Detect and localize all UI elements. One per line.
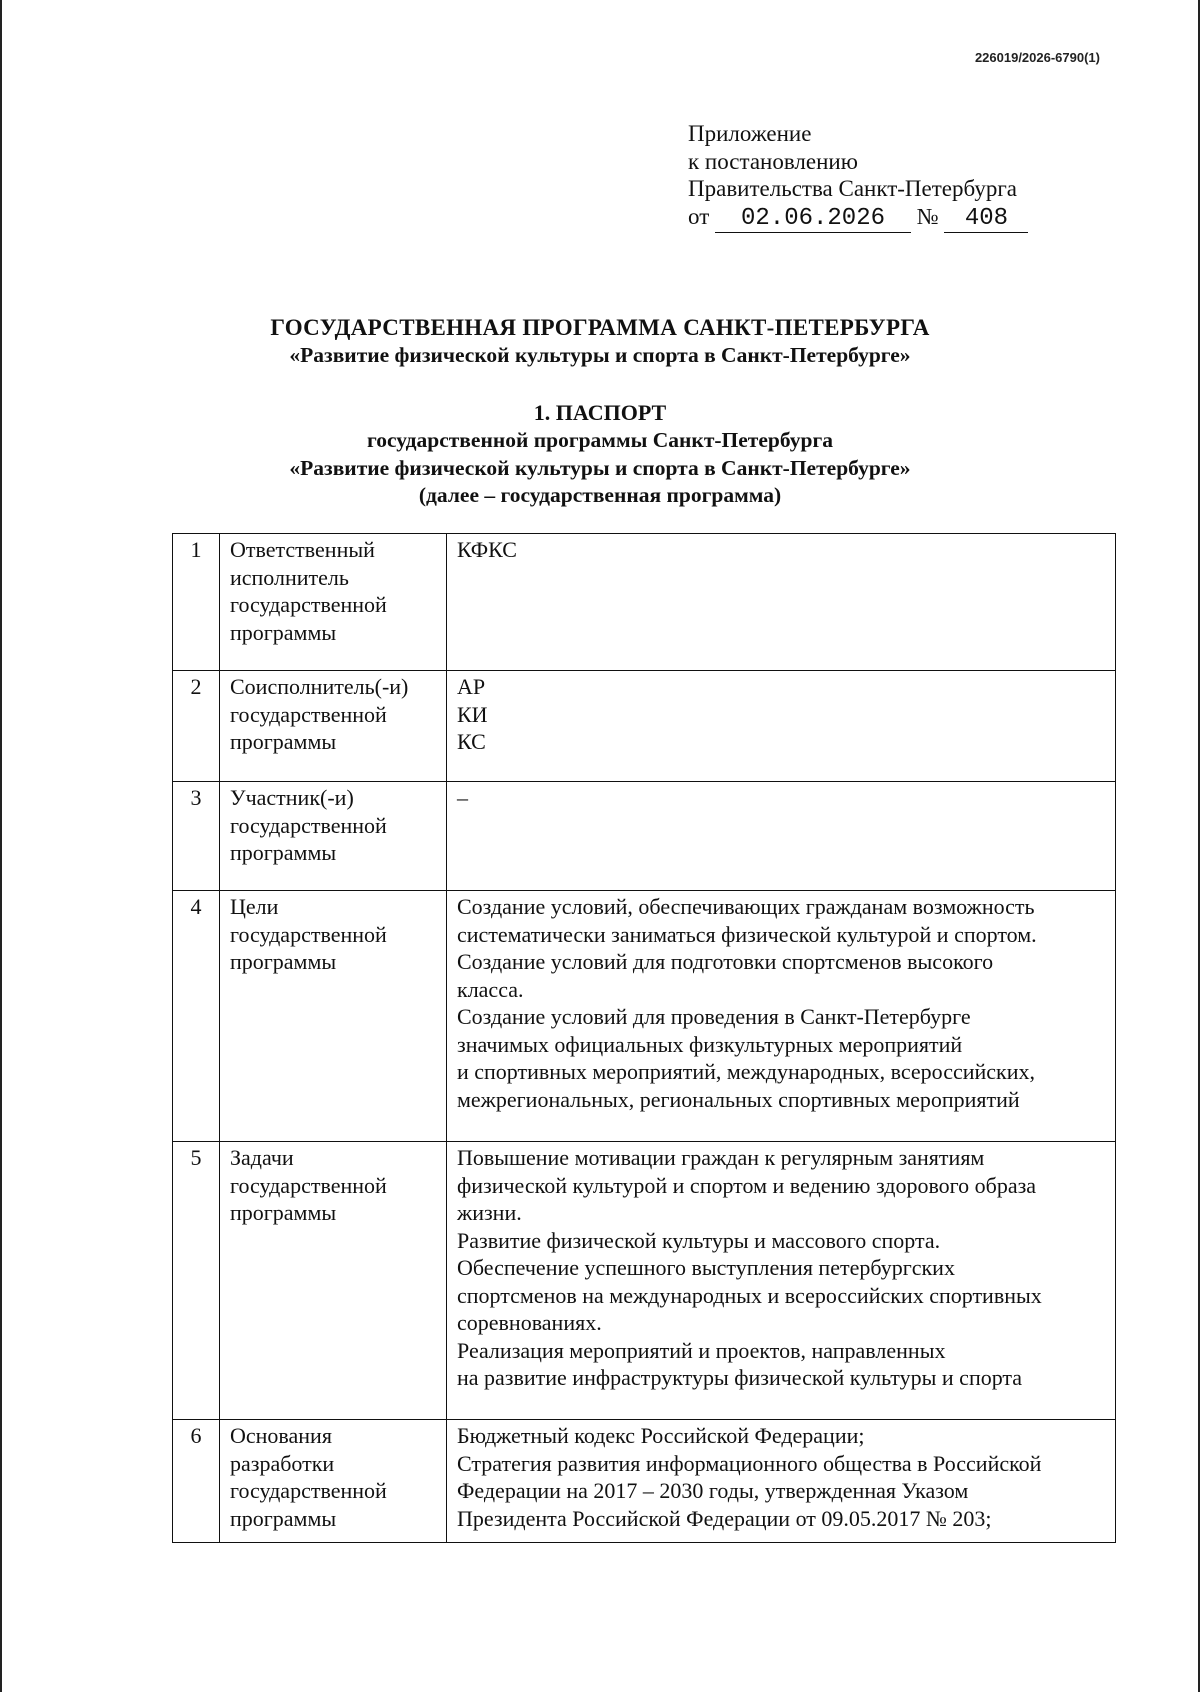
table-row	[173, 671, 1116, 782]
row-number: 4	[173, 891, 220, 1142]
row-label-line: Задачи	[230, 1145, 294, 1170]
program-title	[0, 313, 1200, 369]
row-value-line: КФКС	[457, 537, 517, 562]
row-value-line: –	[457, 785, 468, 810]
table-row	[173, 782, 1116, 891]
appendix-date-line	[688, 203, 1028, 233]
row-label-line: программы	[230, 1505, 337, 1531]
row-value-line: жизни.	[457, 1200, 522, 1225]
passport-title	[0, 399, 1200, 510]
row-value-line: Повышение мотивации граждан к регулярным занятиям	[457, 1145, 985, 1170]
passport-title-line: «Развитие физической культуры и спорта в Санкт-Петербурге»	[289, 455, 911, 480]
passport-table	[172, 533, 1116, 1543]
row-label-line: государственной	[230, 1172, 387, 1198]
row-label	[220, 671, 447, 782]
row-label	[220, 782, 447, 891]
row-label-line: Цели	[230, 894, 279, 919]
row-value-line: Президента Российской Федерации от 09.05.2017 № 203;	[457, 1505, 992, 1531]
row-value-line: систематически заниматься физической культурой и спортом.	[457, 921, 1037, 947]
row-value-line: и спортивных мероприятий, международных, всероссийских,	[457, 1059, 1036, 1084]
row-label-line: государственной	[230, 812, 387, 838]
row-value	[447, 891, 1116, 1142]
resolution-date: 02.06.2026	[715, 206, 911, 233]
row-value-line: физической культурой и спортом и ведению здорового образа	[457, 1172, 1037, 1198]
row-value-line: спортсменов на международных и всероссийских спортивных	[457, 1282, 1042, 1308]
row-label-line: программы	[230, 729, 337, 754]
table-row	[173, 534, 1116, 671]
row-value-line: Создание условий для подготовки спортсменов высокого	[457, 949, 994, 974]
appendix-line: к постановлению	[688, 148, 858, 174]
row-value-line: Обеспечение успешного выступления петербургских	[457, 1255, 955, 1280]
row-value-line: на развитие инфраструктуры физической культуры и спорта	[457, 1365, 1023, 1390]
row-value-line: Создание условий для проведения в Санкт-Петербурге	[457, 1004, 971, 1029]
row-label-line: Основания	[230, 1423, 332, 1448]
appendix-block	[688, 120, 1028, 233]
row-label-line: исполнитель	[230, 564, 349, 590]
row-label-line: государственной	[230, 921, 387, 947]
document-id: 226019/2026-6790(1)	[974, 50, 1100, 65]
row-value	[447, 1142, 1116, 1420]
row-value-line: соревнованиях.	[457, 1310, 602, 1335]
row-value-line: КИ	[457, 701, 488, 727]
row-number: 6	[173, 1420, 220, 1543]
number-label: №	[916, 203, 939, 229]
row-value-line: значимых официальных физкультурных мероприятий	[457, 1031, 963, 1057]
row-number: 1	[173, 534, 220, 671]
row-label-line: разработки	[230, 1450, 335, 1476]
row-value-line: Федерации на 2017 – 2030 годы, утвержденная Указом	[457, 1478, 969, 1503]
table-row	[173, 1420, 1116, 1543]
row-value	[447, 671, 1116, 782]
row-label	[220, 1420, 447, 1543]
row-label-line: программы	[230, 840, 337, 865]
program-title-line: ГОСУДАРСТВЕННАЯ ПРОГРАММА САНКТ-ПЕТЕРБУРГА	[270, 315, 930, 340]
row-value	[447, 1420, 1116, 1543]
program-title-line: «Развитие физической культуры и спорта в Санкт-Петербурге»	[289, 343, 911, 367]
row-label-line: Участник(-и)	[230, 785, 354, 810]
table-row	[173, 1142, 1116, 1420]
row-label-line: программы	[230, 1200, 337, 1225]
row-label-line: Ответственный	[230, 537, 375, 562]
passport-title-line: 1. ПАСПОРТ	[533, 400, 667, 425]
row-label	[220, 1142, 447, 1420]
row-label-line: государственной	[230, 592, 387, 617]
row-label-line: программы	[230, 949, 337, 974]
row-value-line: класса.	[457, 976, 524, 1002]
row-value-line: межрегиональных, региональных спортивных мероприятий	[457, 1086, 1020, 1112]
passport-title-line: (далее – государственная программа)	[418, 483, 782, 507]
row-label-line: государственной	[230, 1478, 387, 1503]
row-value-line: Стратегия развития информационного общества в Российской	[457, 1450, 1042, 1476]
row-label-line: программы	[230, 619, 337, 645]
row-label-line: государственной	[230, 701, 387, 727]
row-value-line: КС	[457, 729, 486, 754]
row-value-line: Реализация мероприятий и проектов, направленных	[457, 1337, 946, 1363]
row-value-line: Создание условий, обеспечивающих гражданам возможность	[457, 894, 1035, 919]
passport-title-line: государственной программы Санкт-Петербурга	[366, 428, 834, 452]
row-value-line: Бюджетный кодекс Российской Федерации;	[457, 1423, 865, 1448]
resolution-number: 408	[944, 206, 1028, 233]
row-label	[220, 891, 447, 1142]
row-value-line: Развитие физической культуры и массового спорта.	[457, 1227, 941, 1253]
row-number: 5	[173, 1142, 220, 1420]
row-label-line: Соисполнитель(-и)	[230, 674, 409, 699]
row-number: 2	[173, 671, 220, 782]
row-label	[220, 534, 447, 671]
appendix-line: Правительства Санкт-Петербурга	[688, 176, 1017, 201]
row-value	[447, 782, 1116, 891]
row-value	[447, 534, 1116, 671]
scan-edge-left	[0, 0, 2, 1692]
row-value-line: АР	[457, 674, 486, 699]
row-number: 3	[173, 782, 220, 891]
table-row	[173, 891, 1116, 1142]
from-label: от	[688, 203, 710, 229]
appendix-line: Приложение	[688, 121, 812, 146]
